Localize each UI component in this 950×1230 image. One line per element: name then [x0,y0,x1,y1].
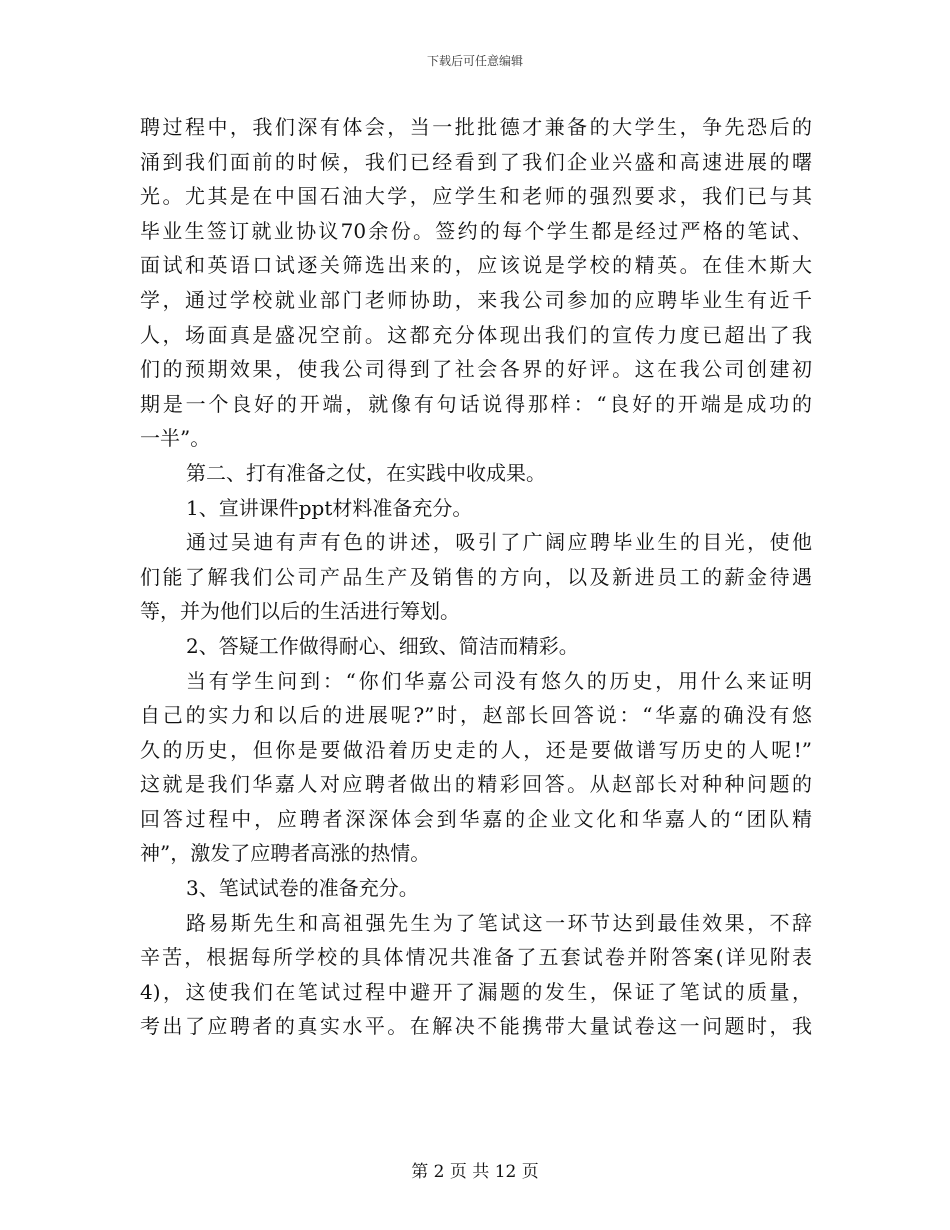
text-line: 们的预期效果，使我公司得到了社会各界的好评。这在我公司创建初 [140,357,812,382]
text-line: 等，并为他们以后的生活进行筹划。 [140,599,460,624]
text-line: 2、答疑工作做得耐心、细致、简洁而精彩。 [186,633,579,658]
body-text [140,110,812,1044]
text-line: 这就是我们华嘉人对应聘者做出的精彩回答。从赵部长对种种问题的 [140,772,812,797]
text-line: 神”，激发了应聘者高涨的热情。 [140,841,431,866]
text-line: 涌到我们面前的时候，我们已经看到了我们企业兴盛和高速进展的曙 [140,149,812,174]
text-line: 辛苦，根据每所学校的具体情况共准备了五套试卷并附答案(详见附表 [140,945,812,970]
text-line: 光。尤其是在中国石油大学，应学生和老师的强烈要求，我们已与其 [140,184,812,209]
text-line: 4)，这使我们在笔试过程中避开了漏题的发生，保证了笔试的质量， [140,979,812,1004]
text-line: 一半”。 [140,426,211,451]
text-line: 面试和英语口试逐关筛选出来的，应该说是学校的精英。在佳木斯大 [140,253,812,278]
text-line: 考出了应聘者的真实水平。在解决不能携带大量试卷这一问题时，我 [140,1014,812,1039]
text-line: 人，场面真是盛况空前。这都充分体现出我们的宣传力度已超出了我 [140,322,812,347]
text-line: 路易斯先生和高祖强先生为了笔试这一环节达到最佳效果，不辞 [186,910,812,935]
text-line: 回答过程中，应聘者深深体会到华嘉的企业文化和华嘉人的“团队精 [140,806,812,831]
text-line: 们能了解我们公司产品生产及销售的方向，以及新进员工的薪金待遇 [140,564,812,589]
page-footer: 第 2 页 共 12 页 [411,1162,539,1182]
text-line: 学，通过学校就业部门老师协助，来我公司参加的应聘毕业生有近千 [140,287,812,312]
text-line: 3、笔试试卷的准备充分。 [186,876,419,901]
text-line: 自己的实力和以后的进展呢?”时，赵部长回答说：“华嘉的确没有悠 [140,703,812,728]
text-line: 毕业生签订就业协议70余份。签约的每个学生都是经过严格的笔试、 [140,218,812,243]
text-line: 第二、打有准备之仗，在实践中收成果。 [186,460,546,485]
text-line: 久的历史，但你是要做沿着历史走的人，还是要做谱写历史的人呢!” [140,737,812,762]
page-header: 下载后可任意编辑 [426,54,523,68]
text-line: 期是一个良好的开端，就像有句话说得那样：“良好的开端是成功的 [140,391,812,416]
text-line: 当有学生问到：“你们华嘉公司没有悠久的历史，用什么来证明 [186,668,812,693]
text-line: 聘过程中，我们深有体会，当一批批德才兼备的大学生，争先恐后的 [140,115,812,139]
text-line: 通过吴迪有声有色的讲述，吸引了广阔应聘毕业生的目光，使他 [186,530,812,555]
text-line: 1、宣讲课件ppt材料准备充分。 [186,495,473,520]
